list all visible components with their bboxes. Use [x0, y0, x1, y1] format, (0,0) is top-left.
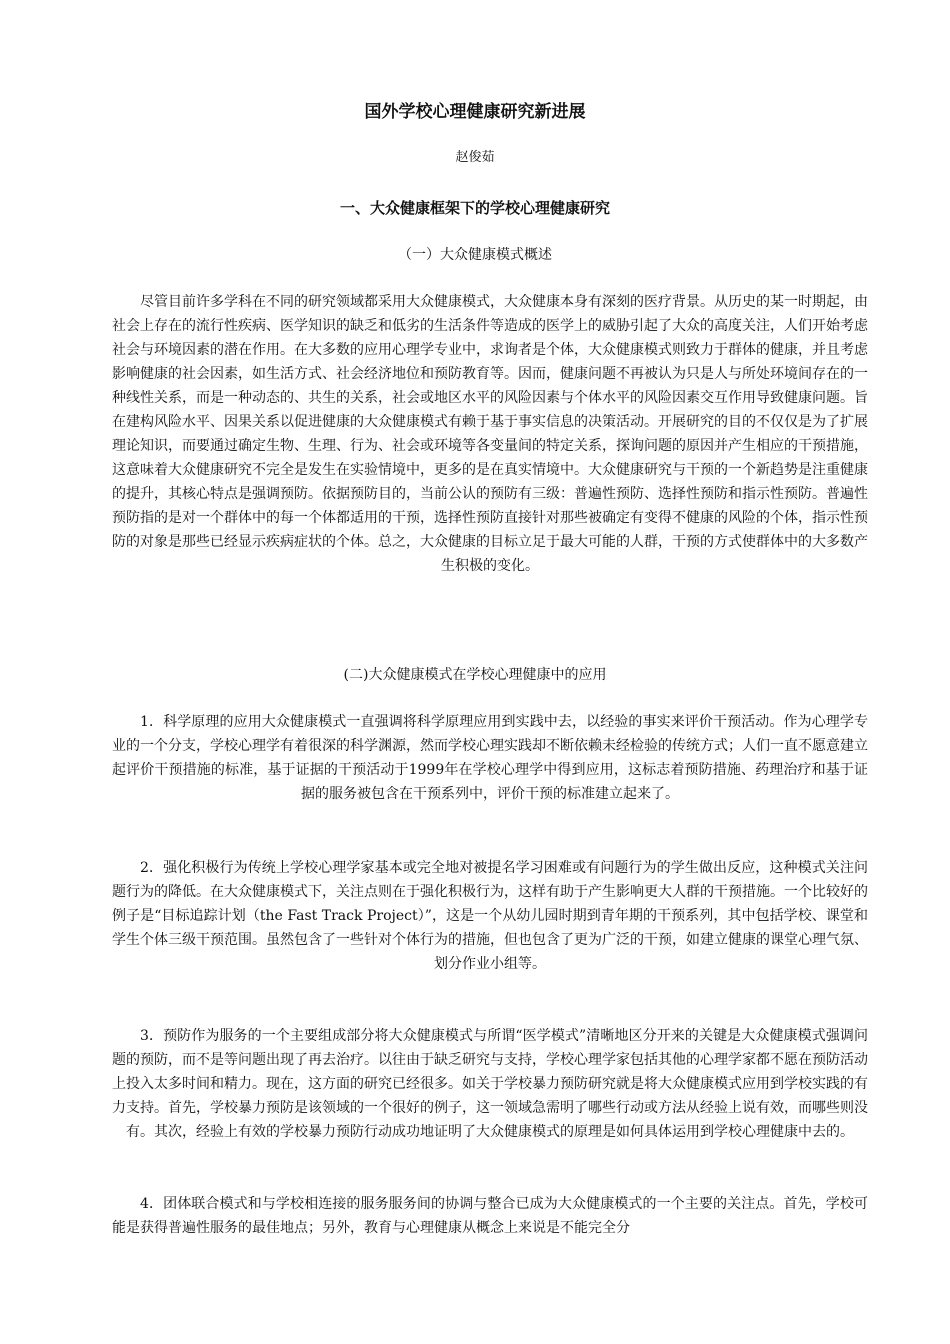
- author-name: 赵俊茹: [455, 150, 495, 165]
- paragraph-item-1: 1．科学原理的应用大众健康模式一直强调将科学原理应用到实践中去，以经验的事实来评价干预活动。作为心理学专业的一个分支，学校心理学有着很深的科学渊源，然而学校心理实践却不断依赖未经检验的传统方式；人们一直不愿意建立起评价干预措施的标准，基于证据的干预活动于1999年在学校心理学中得到应用，这标志着预防措施、药理治疗和基于证据的服务被包含在干预系列中，评价干预的标准建立起来了。: [112, 714, 868, 802]
- paragraph-public-health-overview: 尽管目前许多学科在不同的研究领域都采用大众健康模式，大众健康本身有深刻的医疗背景。从历史的某一时期起，由社会上存在的流行性疾病、医学知识的缺乏和低劣的生活条件等造成的医学上的威胁引起了大众的高度关注，人们开始考虑社会与环境因素的潜在作用。在大多数的应用心理学专业中，求询者是个体，大众健康模式则致力于群体的健康，并且考虑影响健康的社会因素，如生活方式、社会经济地位和预防教育等。因而，健康问题不再被认为只是人与所处环境间存在的一种线性关系，而是一种动态的、共生的关系，社会或地区水平的风险因素与个体水平的风险因素交互作用导致健康问题。旨在建构风险水平、因果关系以促进健康的大众健康模式有赖于基于事实信息的决策活动。开展研究的目的不仅仅是为了扩展理论知识，而要通过确定生物、生理、行为、社会或环境等各变量间的特定关系，探询问题的原因并产生相应的干预措施，这意味着大众健康研究不完全是发生在实验情境中，更多的是在真实情境中。大众健康研究与干预的一个新趋势是注重健康的提升，其核心特点是强调预防。依据预防目的，当前公认的预防有三级：普遍性预防、选择性预防和指示性预防。普遍性预防指的是对一个群体中的每一个体都适用的干预，选择性预防直接针对那些被确定有变得不健康的风险的个体，指示性预防的对象是那些已经显示疾病症状的个体。总之，大众健康的目标立足于最大可能的人群，干预的方式使群体中的大多数产生积极的变化。: [112, 294, 868, 574]
- paragraph-item-4: 4．团体联合模式和与学校相连接的服务服务间的协调与整合已成为大众健康模式的一个主要的关注点。首先，学校可能是获得普遍性服务的最佳地点；另外，教育与心理健康从概念上来说是不能完全分: [112, 1196, 868, 1236]
- document-title: 国外学校心理健康研究新进展: [364, 102, 586, 122]
- section-heading-1: 一、大众健康框架下的学校心理健康研究: [339, 199, 610, 217]
- subsection-heading-1: （一）大众健康模式概述: [398, 247, 552, 263]
- paragraph-item-2: 2．强化积极行为传统上学校心理学家基本或完全地对被提名学习困难或有问题行为的学生做出反应，这种模式关注问题行为的降低。在大众健康模式下，关注点则在于强化积极行为，这样有助于产生影响更大人群的干预措施。一个比较好的例子是“目标追踪计划（the Fast Track Project）”，这是一个从幼儿园时期到青年期的干预系列，其中包括学校、课堂和学生个体三级干预范围。虽然包含了一些针对个体行为的措施，但也包含了更为广泛的干预，如建立健康的课堂心理气氛、划分作业小组等。: [112, 860, 868, 972]
- paragraph-item-3: 3．预防作为服务的一个主要组成部分将大众健康模式与所谓“医学模式”清晰地区分开来的关键是大众健康模式强调问题的预防，而不是等问题出现了再去治疗。以往由于缺乏研究与支持，学校心理学家包括其他的心理学家都不愿在预防活动上投入太多时间和精力。现在，这方面的研究已经很多。如关于学校暴力预防研究就是将大众健康模式应用到学校实践的有力支持。首先，学校暴力预防是该领域的一个很好的例子，这一领域急需明了哪些行动或方法从经验上说有效，而哪些则没有。其次，经验上有效的学校暴力预防行动成功地证明了大众健康模式的原理是如何具体运用到学校心理健康中去的。: [112, 1028, 868, 1140]
- subsection-heading-2: (二)大众健康模式在学校心理健康中的应用: [343, 667, 607, 683]
